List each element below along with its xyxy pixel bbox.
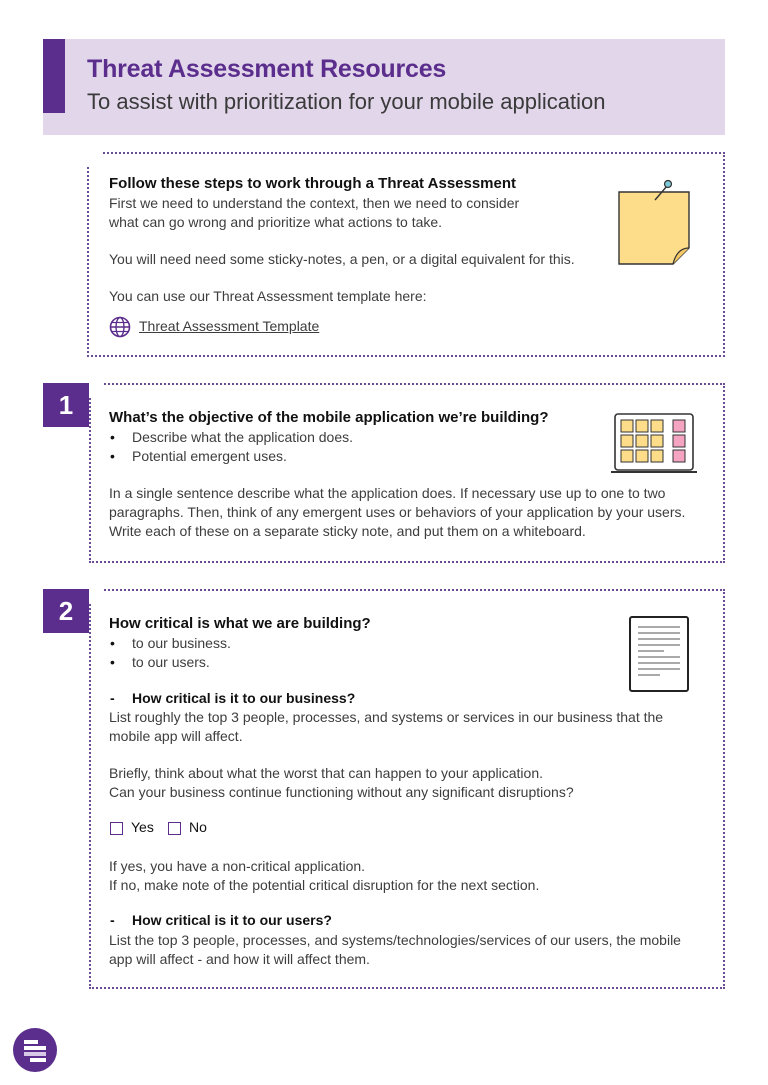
- dash-marker: -: [110, 912, 115, 928]
- step-2-text-line: List roughly the top 3 people, processes, and systems or services in our business that the: [109, 709, 664, 725]
- threat-template-link[interactable]: Threat Assessment Template: [139, 318, 320, 334]
- page-header: [43, 39, 725, 135]
- document-icon: [628, 615, 690, 693]
- intro-line-4: You can use our Threat Assessment template here:: [109, 288, 427, 304]
- page-title: Threat Assessment Resources: [87, 55, 447, 83]
- step-1-bullet: • Potential emergent uses.: [132, 448, 287, 464]
- business-criticality-subheading: [110, 690, 356, 706]
- step-2-bullet: • to our business.: [132, 635, 231, 651]
- step-2-text-line: List the top 3 people, processes, and systems/technologies/services of our users, the mobile: [109, 932, 681, 948]
- header-accent-bar: [43, 39, 65, 113]
- intro-card: [87, 152, 725, 357]
- page-subtitle: To assist with prioritization for your mobile application: [87, 89, 606, 114]
- step-1-paragraph-line: Write each of these on a separate sticky note, and put them on a whiteboard.: [109, 523, 586, 539]
- card-corner-cut: [89, 383, 103, 397]
- app-logo-icon: [13, 1028, 57, 1072]
- step-1-bullet: • Describe what the application does.: [132, 429, 353, 445]
- step-2-text-line: If yes, you have a non-critical application.: [109, 858, 366, 874]
- subheading-text: How critical is it to our users?: [132, 912, 332, 928]
- intro-line-1: First we need to understand the context, then we need to consider: [109, 195, 520, 211]
- step-1-heading: What’s the objective of the mobile application we’re building?: [109, 409, 549, 426]
- step-1-card: [89, 383, 725, 563]
- yes-label: Yes: [131, 819, 154, 835]
- no-checkbox[interactable]: [168, 822, 181, 835]
- subheading-text: How critical is it to our business?: [132, 690, 356, 706]
- intro-line-2: what can go wrong and prioritize what actions to take.: [109, 214, 443, 230]
- step-2-card: [89, 589, 725, 989]
- step-2-text-line: If no, make note of the potential critical disruption for the next section.: [109, 877, 540, 893]
- dash-marker: -: [110, 690, 115, 706]
- card-corner-cut: [89, 589, 103, 603]
- step-1-number: 1: [43, 383, 89, 427]
- step-2-text-line: Briefly, think about what the worst that can happen to your application.: [109, 765, 543, 781]
- intro-line-3: You will need need some sticky-notes, a pen, or a digital equivalent for this.: [109, 251, 575, 267]
- step-2-heading: How critical is what we are building?: [109, 615, 371, 632]
- step-2-number: 2: [43, 589, 89, 633]
- intro-heading: Follow these steps to work through a Threat Assessment: [109, 175, 517, 192]
- step-2-bullet: • to our users.: [132, 654, 210, 670]
- users-criticality-subheading: [110, 912, 332, 928]
- step-1-paragraph-line: In a single sentence describe what the application does. If necessary use up to one to two: [109, 485, 666, 501]
- step-2-text-line: mobile app will affect.: [109, 728, 243, 744]
- no-label: No: [189, 819, 207, 835]
- sticky-note-icon: [617, 178, 691, 266]
- step-1-paragraph-line: paragraphs. Then, think of any emergent uses or behaviors of your application by your users.: [109, 504, 686, 520]
- step-2-text-line: app will affect - and how it will affect them.: [109, 951, 370, 967]
- card-corner-cut: [87, 152, 101, 166]
- whiteboard-icon: [611, 412, 697, 478]
- globe-icon: [109, 316, 131, 338]
- yes-checkbox[interactable]: [110, 822, 123, 835]
- step-2-text-line: Can your business continue functioning without any significant disruptions?: [109, 784, 574, 800]
